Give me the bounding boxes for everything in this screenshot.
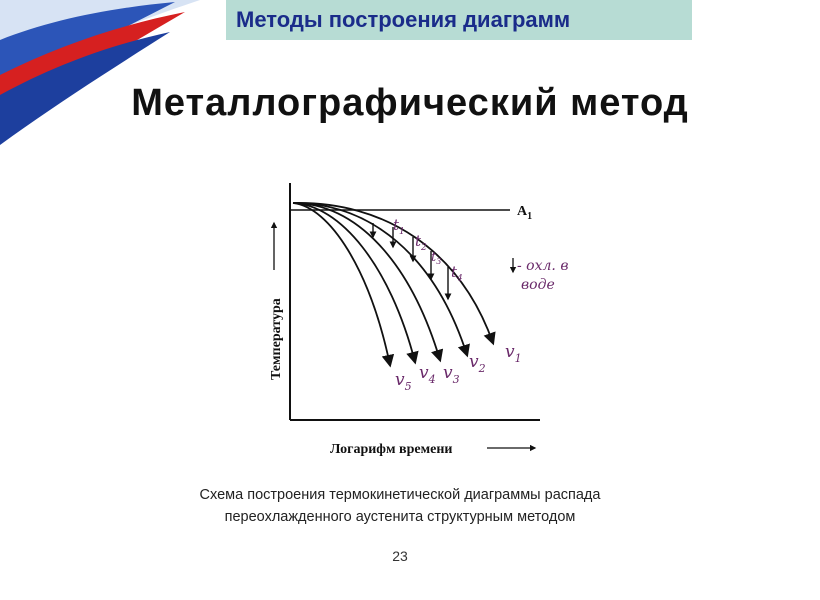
decorative-swoosh (0, 0, 260, 150)
time-label-t2: $t_2$ (415, 232, 427, 253)
header-bar (226, 0, 692, 40)
cooling-curve-v2 (293, 203, 467, 355)
note-line-1: - охл. в (517, 258, 569, 274)
time-label-t3: $t_3$ (431, 250, 442, 266)
a1-label: $A_1$ (517, 204, 533, 222)
cooling-curve-v5 (293, 203, 390, 365)
caption-line-1: Схема построения термокинетической диаграммы распада (199, 487, 601, 503)
cooling-curve-v3 (293, 203, 440, 360)
curve-label-v2: $v_2$ (469, 352, 486, 375)
page-number: 23 (392, 548, 408, 564)
curve-label-v5: $v_5$ (395, 370, 412, 393)
time-label-t1: $t_1$ (393, 216, 405, 237)
curve-label-v3: $v_3$ (443, 363, 460, 386)
note-line-2: воде (521, 277, 555, 293)
x-axis-label: Логарифм времени (330, 442, 453, 457)
caption-line-2: переохлажденного аустенита структурным методом (224, 509, 576, 525)
curve-label-v4: $v_4$ (419, 363, 436, 386)
thermokinetic-diagram (255, 175, 569, 470)
header-title: Методы построения диаграмм (236, 7, 571, 32)
slide-title: Металлографический метод (131, 82, 689, 124)
y-axis-label: Температура (269, 298, 284, 380)
curve-label-v1: $v_1$ (505, 342, 522, 365)
time-label-t4: $t_4$ (451, 263, 463, 284)
diagram-caption (0, 484, 800, 528)
